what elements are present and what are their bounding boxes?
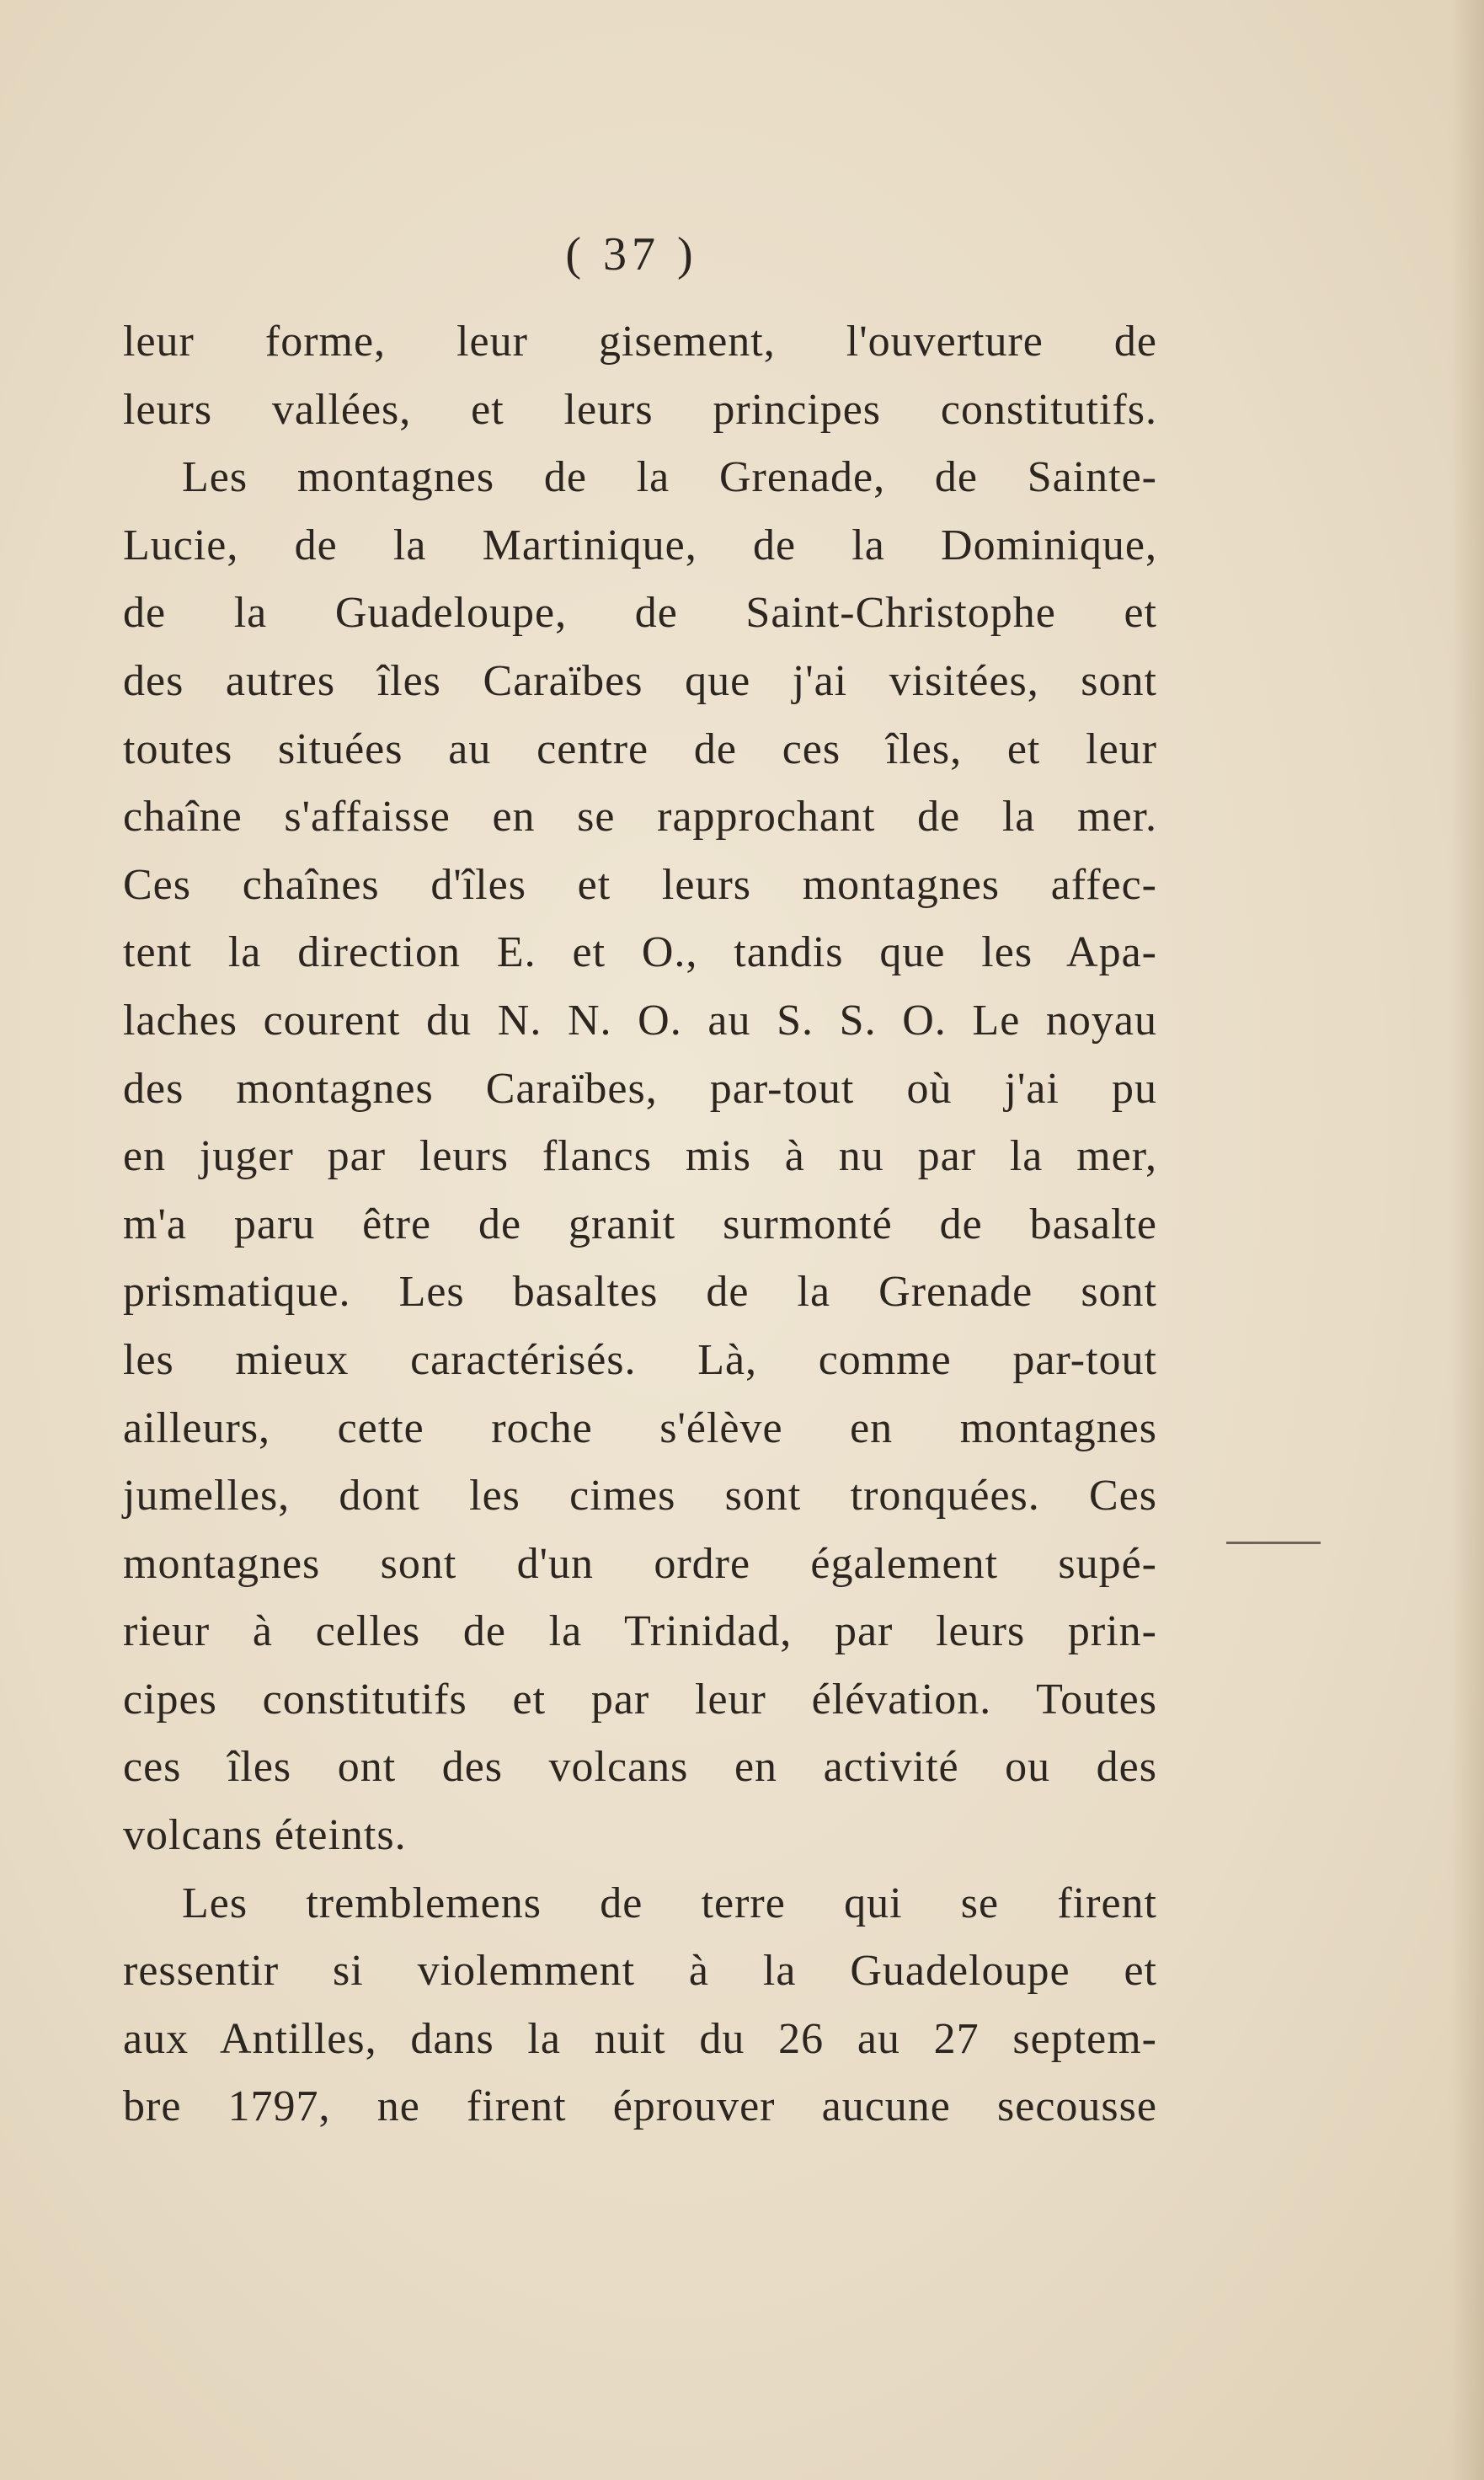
text-line: jumelles, dont les cimes sont tronquées. Ces	[123, 1472, 1157, 1521]
text-line: toutes situées au centre de ces îles, et leur	[123, 724, 1157, 773]
paragraph-end-line: volcans éteints.	[123, 1811, 407, 1860]
text-line: les mieux caractérisés. Là, comme par-tout	[123, 1335, 1157, 1384]
text-line: en juger par leurs flancs mis à nu par la mer,	[123, 1132, 1157, 1181]
text-line: ailleurs, cette roche s'élève en montagnes	[123, 1403, 1157, 1452]
text-line: bre 1797, ne firent éprouver aucune secousse	[123, 2082, 1157, 2131]
text-line: leur forme, leur gisement, l'ouverture de	[123, 318, 1157, 366]
body-text	[123, 308, 1157, 2141]
text-line: montagnes sont d'un ordre également supé-	[123, 1539, 1157, 1588]
text-line: Lucie, de la Martinique, de la Dominique,	[123, 521, 1157, 569]
text-line: des montagnes Caraïbes, par-tout où j'ai pu	[123, 1064, 1157, 1113]
text-line: leurs vallées, et leurs principes constitutifs.	[123, 385, 1157, 434]
text-line: des autres îles Caraïbes que j'ai visitées, sont	[123, 656, 1157, 705]
text-line: ces îles ont des volcans en activité ou des	[123, 1743, 1157, 1792]
paragraph-start-line: Les tremblemens de terre qui se firent	[182, 1879, 1157, 1927]
text-line: aux Antilles, dans la nuit du 26 au 27 septem-	[123, 2014, 1157, 2063]
paragraph-start-line: Les montagnes de la Grenade, de Sainte-	[182, 453, 1157, 502]
margin-dash-mark	[1226, 1542, 1321, 1544]
text-line: tent la direction E. et O., tandis que les Apa-	[123, 928, 1157, 977]
text-line: m'a paru être de granit surmonté de basalte	[123, 1200, 1157, 1248]
text-line: de la Guadeloupe, de Saint-Christophe et	[123, 589, 1157, 638]
text-line: laches courent du N. N. O. au S. S. O. Le noyau	[123, 996, 1157, 1045]
page-number: ( 37 )	[565, 228, 698, 281]
text-line: ressentir si violemment à la Guadeloupe et	[123, 1947, 1157, 1996]
page-edge-shadow	[1450, 0, 1484, 2480]
text-line: cipes constitutifs et par leur élévation. Toutes	[123, 1675, 1157, 1724]
text-line: prismatique. Les basaltes de la Grenade sont	[123, 1268, 1157, 1317]
text-line: rieur à celles de la Trinidad, par leurs prin-	[123, 1607, 1157, 1656]
text-line: chaîne s'affaisse en se rapprochant de la mer.	[123, 793, 1157, 842]
text-line: Ces chaînes d'îles et leurs montagnes affec-	[123, 860, 1157, 909]
